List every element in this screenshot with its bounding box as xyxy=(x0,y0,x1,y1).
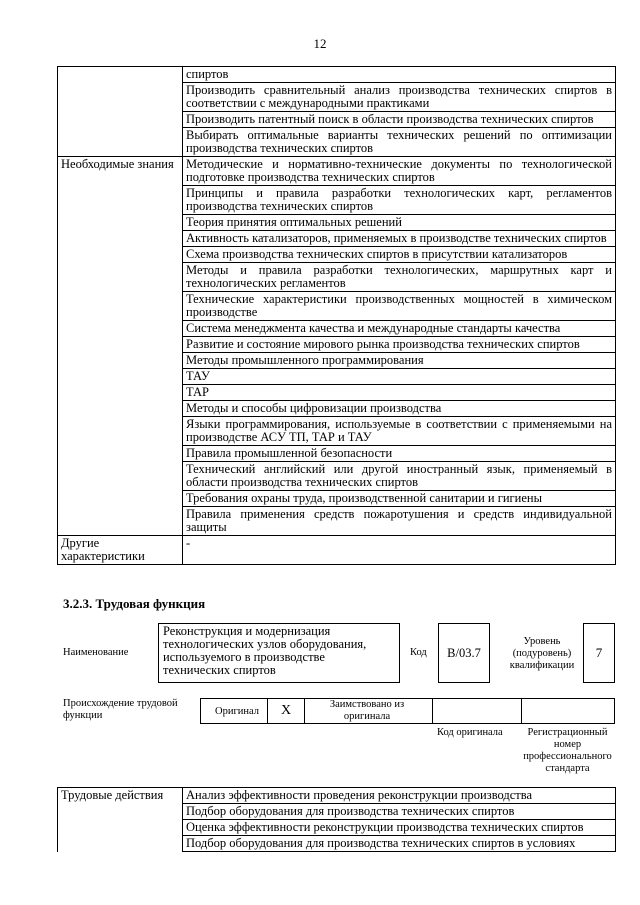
table-row xyxy=(58,507,616,536)
table-row xyxy=(58,820,616,836)
table-row xyxy=(58,401,616,417)
list-item: Технические характеристики производственных мощностей в химическом производстве xyxy=(183,292,616,321)
list-item: Методические и нормативно-технические документы по технологической подготовке производства технических спиртов xyxy=(183,157,616,186)
list-item: Подбор оборудования для производства технических спиртов xyxy=(183,804,616,820)
table-row xyxy=(58,128,616,157)
divider xyxy=(521,699,522,723)
origin-row xyxy=(200,698,615,724)
table-row xyxy=(58,186,616,215)
table-row xyxy=(58,215,616,231)
list-item: Подбор оборудования для производства технических спиртов в условиях xyxy=(183,836,616,852)
other-label: Другие характеристики xyxy=(58,536,183,565)
actions-table xyxy=(57,787,616,852)
table-row xyxy=(58,157,616,186)
page-number: 12 xyxy=(313,36,327,51)
name-value: Реконструкция и модернизация технологических узлов оборудования, используемого в производстве технических спиртов xyxy=(158,623,400,683)
list-item: Развитие и состояние мирового рынка производства технических спиртов xyxy=(183,337,616,353)
table-row xyxy=(58,417,616,446)
code-label: Код xyxy=(410,647,427,658)
knowledge-label: Необходимые знания xyxy=(58,157,183,186)
actions-label: Трудовые действия xyxy=(58,788,183,804)
table-row xyxy=(58,804,616,820)
list-item: Оценка эффективности реконструкции производства технических спиртов xyxy=(183,820,616,836)
original-label: Оригинал xyxy=(215,706,259,717)
empty-label-cell xyxy=(58,67,183,83)
list-item: Технический английский или другой иностранный язык, применяемый в области производства технических спиртов xyxy=(183,462,616,491)
list-item: Теория принятия оптимальных решений xyxy=(183,215,616,231)
knowledge-table xyxy=(57,66,616,565)
list-item: Методы и правила разработки технологических, маршрутных карт и технологических регламентов xyxy=(183,263,616,292)
list-item: Система менеджмента качества и международные стандарты качества xyxy=(183,321,616,337)
name-label: Наименование xyxy=(63,647,129,658)
list-item: Схема производства технических спиртов в присутствии катализаторов xyxy=(183,247,616,263)
list-item: ТАР xyxy=(183,385,616,401)
level-value: 7 xyxy=(583,623,615,683)
table-row xyxy=(58,247,616,263)
code-value: B/03.7 xyxy=(438,623,490,683)
table-row xyxy=(58,292,616,321)
table-row xyxy=(58,353,616,369)
list-item: Выбирать оптимальные варианты технических решений по оптимизации производства технических спиртов xyxy=(183,128,616,157)
table-row xyxy=(58,491,616,507)
section-title: 3.2.3. Трудовая функция xyxy=(63,596,206,611)
list-item: Методы промышленного программирования xyxy=(183,353,616,369)
other-value: - xyxy=(183,536,616,565)
list-item: Активность катализаторов, применяемых в производстве технических спиртов xyxy=(183,231,616,247)
borrowed-label: Заимствовано из оригинала xyxy=(329,699,405,722)
original-mark: X xyxy=(267,699,305,723)
origin-label: Происхождение трудовой функции xyxy=(63,698,178,721)
list-item: Производить патентный поиск в области производства технических спиртов xyxy=(183,112,616,128)
table-row xyxy=(58,112,616,128)
list-item: Анализ эффективности проведения реконструкции производства xyxy=(183,788,616,804)
table-row xyxy=(58,446,616,462)
code-original-label: Код оригинала xyxy=(437,727,503,738)
list-item: Правила применения средств пожаротушения и средств индивидуальной защиты xyxy=(183,507,616,536)
table-row xyxy=(58,321,616,337)
table-row xyxy=(58,83,616,112)
divider xyxy=(432,699,433,723)
list-item: спиртов xyxy=(183,67,616,83)
table-row xyxy=(58,788,616,804)
table-row xyxy=(58,836,616,852)
list-item: ТАУ xyxy=(183,369,616,385)
list-item: Языки программирования, используемые в соответствии с применяемыми на производстве АСУ ТП, ТАР и ТАУ xyxy=(183,417,616,446)
list-item: Производить сравнительный анализ производства технических спиртов в соответствии с международными практиками xyxy=(183,83,616,112)
table-row xyxy=(58,462,616,491)
table-row xyxy=(58,337,616,353)
table-row xyxy=(58,263,616,292)
level-label: Уровень (подуровень) квалификации xyxy=(509,636,575,671)
table-row xyxy=(58,536,616,565)
list-item: Методы и способы цифровизации производства xyxy=(183,401,616,417)
table-row xyxy=(58,67,616,83)
table-row xyxy=(58,385,616,401)
reg-number-label: Регистрационный номер профессионального стандарта xyxy=(523,727,612,774)
table-row xyxy=(58,369,616,385)
list-item: Правила промышленной безопасности xyxy=(183,446,616,462)
table-row xyxy=(58,231,616,247)
list-item: Требования охраны труда, производственной санитарии и гигиены xyxy=(183,491,616,507)
list-item: Принципы и правила разработки технологических карт, регламентов производства технических спиртов xyxy=(183,186,616,215)
